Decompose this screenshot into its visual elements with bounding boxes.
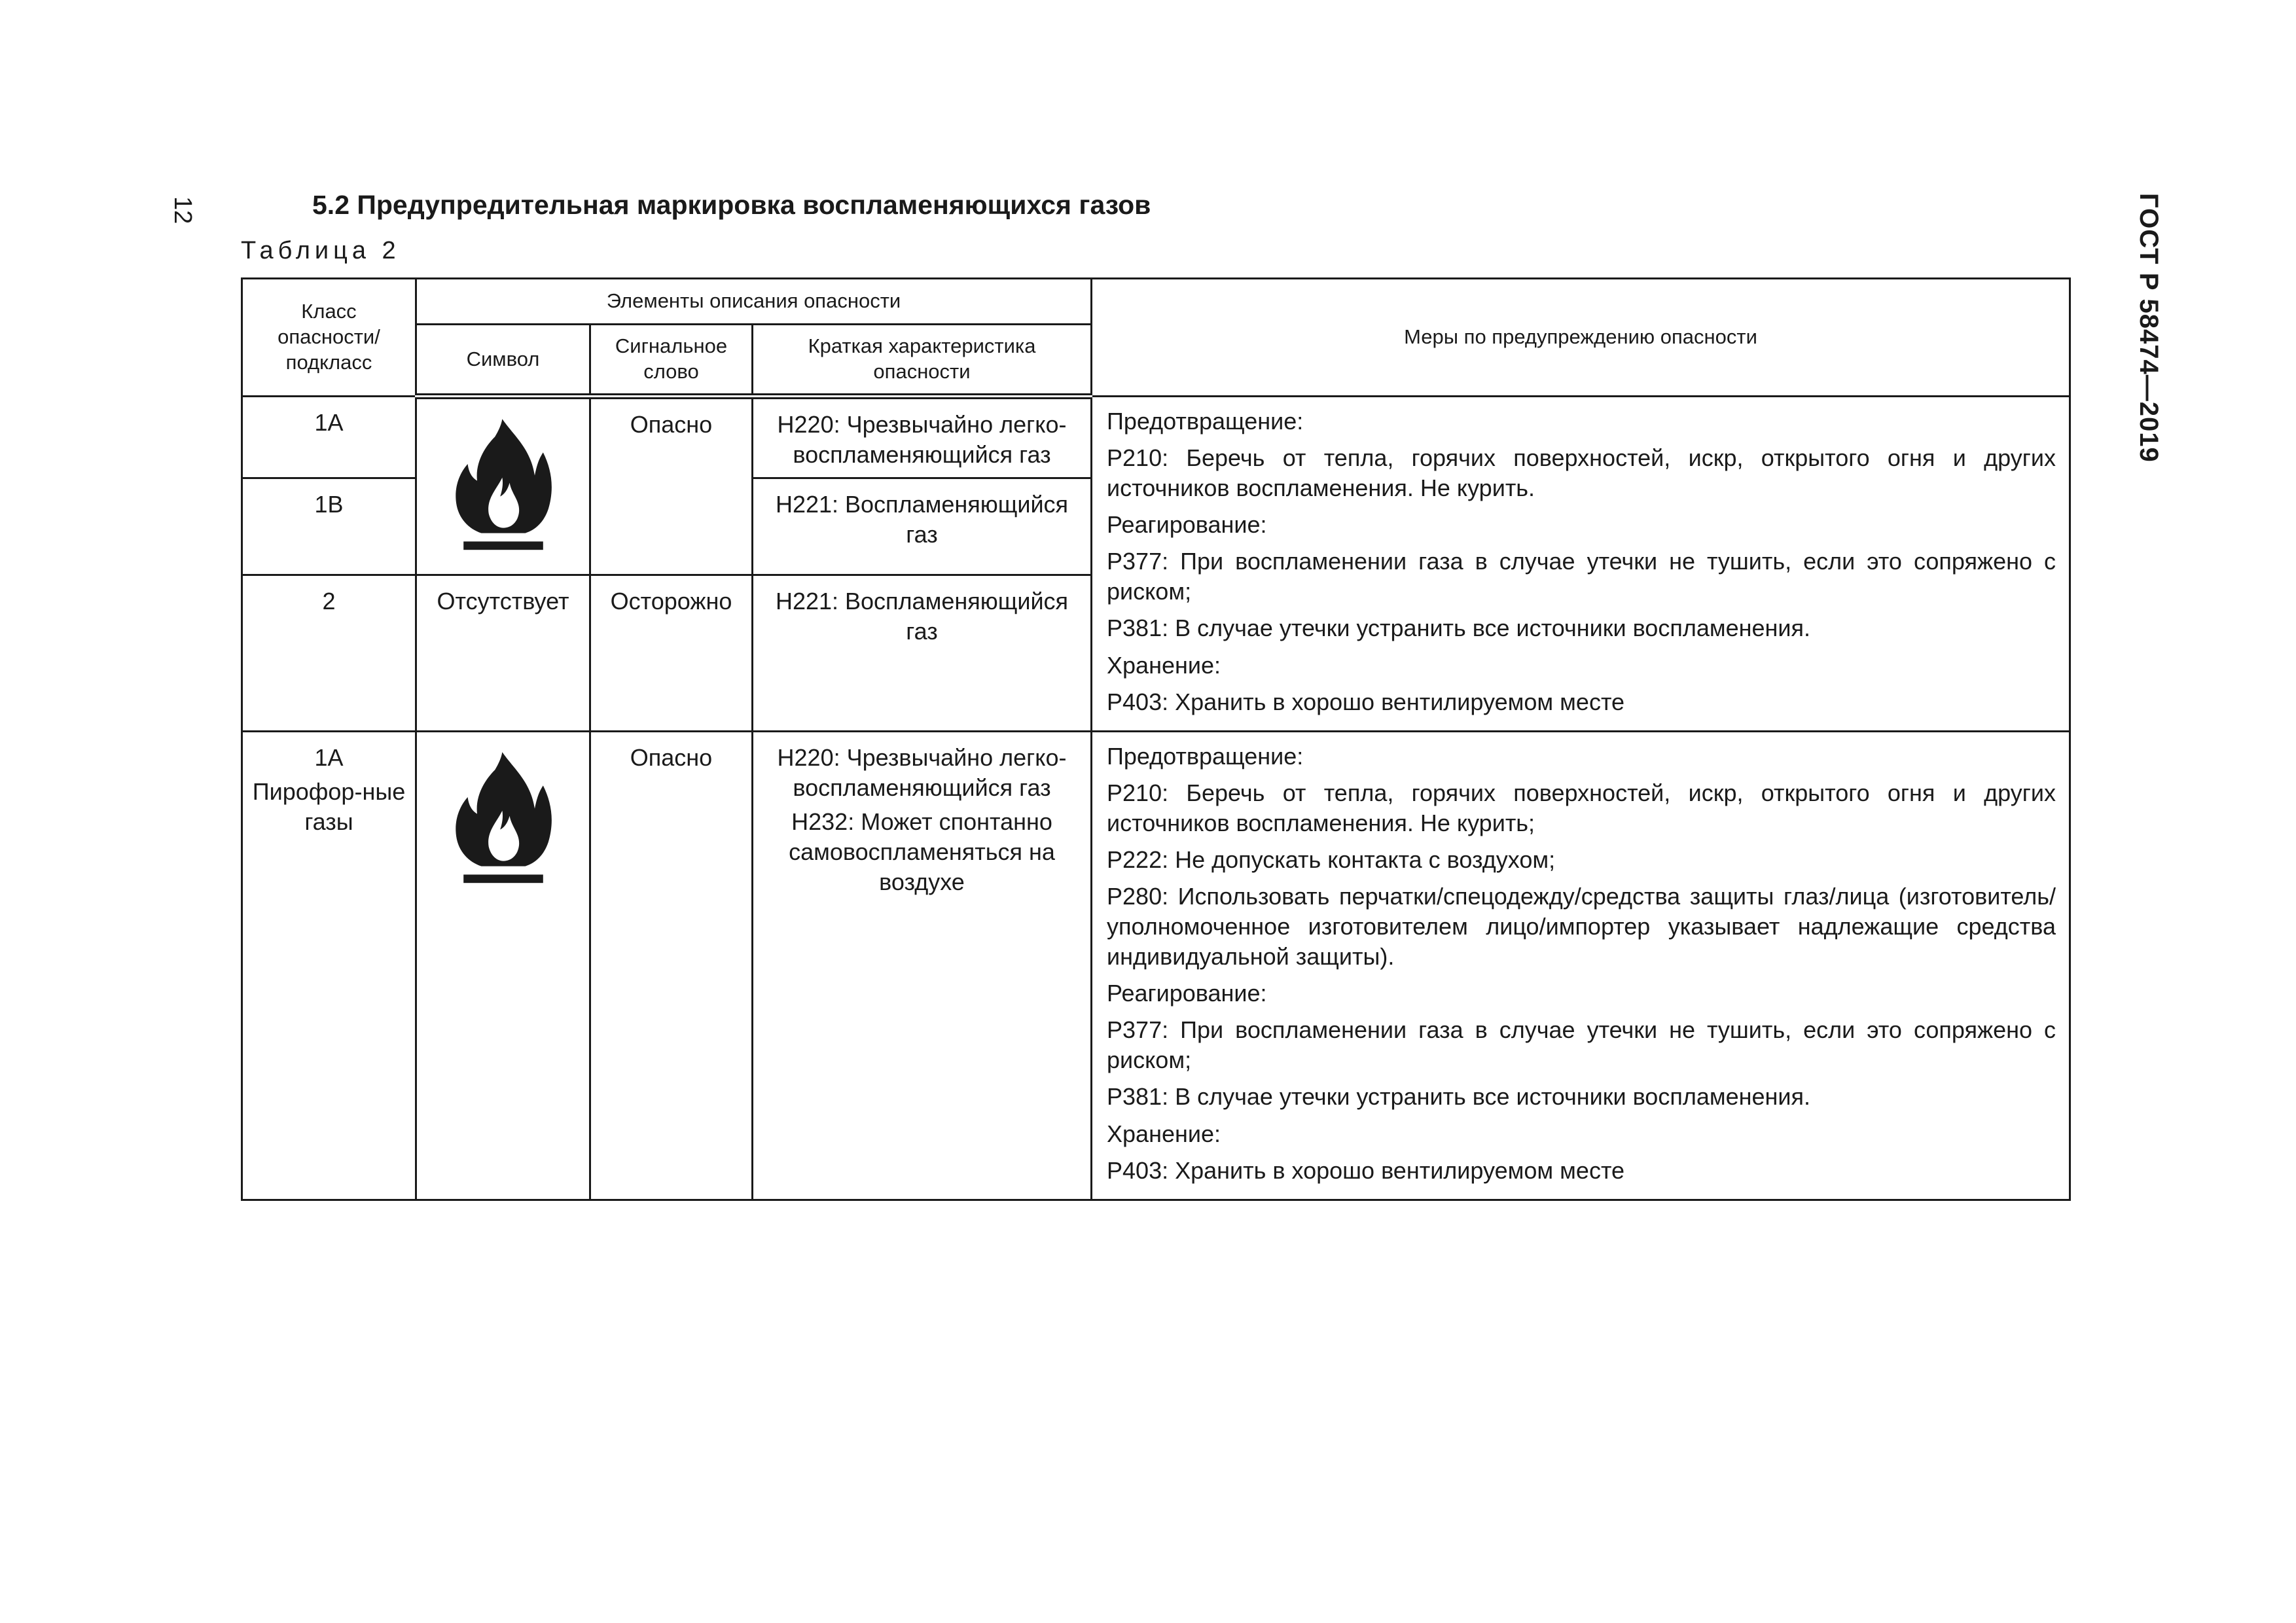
header-measures: Меры по предупреждению опасности	[1092, 279, 2070, 397]
class-note: Пирофор-ные газы	[252, 777, 406, 835]
hazard-table	[241, 277, 2071, 1201]
measure-line: P210: Беречь от тепла, горячих поверхностей, искр, открытого огня и других источников воспламенения. Не курить;	[1107, 779, 2056, 836]
measure-line: P381: В случае утечки устранить все источники воспламенения.	[1107, 615, 1811, 642]
measure-line: Предотвращение:	[1107, 742, 1304, 770]
table-row	[242, 731, 2070, 1200]
table-row	[242, 397, 2070, 478]
measure-line: P403: Хранить в хорошо вентилируемом месте	[1107, 688, 1625, 715]
measure-line: P381: В случае утечки устранить все источники воспламенения.	[1107, 1083, 1811, 1111]
header-symbol: Символ	[416, 325, 590, 397]
signal-word-cell: Опасно	[590, 397, 753, 575]
symbol-cell	[416, 731, 590, 1200]
desc-cell	[753, 731, 1092, 1200]
class-cell: 2	[242, 575, 416, 731]
class-cell: 1B	[242, 478, 416, 575]
section-title: 5.2 Предупредительная маркировка воспламеняющихся газов	[312, 190, 1151, 220]
measure-line: Реагирование:	[1107, 511, 1267, 539]
desc-cell: H221: Воспламеняющийся газ	[753, 575, 1092, 731]
header-hazard-elements: Элементы описания опасности	[416, 279, 1092, 325]
measure-line: P377: При воспламенении газа в случае утечки не тушить, если это сопряжено с риском;	[1107, 1016, 2056, 1074]
page-number: 12	[169, 196, 196, 224]
flame-icon	[451, 416, 556, 554]
header-short-desc: Краткая характеристика опасности	[753, 325, 1092, 397]
desc-line: H232: Может спонтанно самовоспламеняться на воздухе	[789, 808, 1055, 896]
signal-word-cell: Осторожно	[590, 575, 753, 731]
symbol-cell	[416, 397, 590, 575]
symbol-cell: Отсутствует	[416, 575, 590, 731]
measure-line: Предотвращение:	[1107, 408, 1304, 435]
desc-cell: H220: Чрезвычайно легко-воспламеняющийся газ	[753, 397, 1092, 478]
measures-cell	[1092, 731, 2070, 1200]
measures-cell	[1092, 397, 2070, 732]
table-caption: Таблица 2	[241, 237, 401, 264]
class-value: 1A	[314, 743, 344, 771]
measure-line: P222: Не допускать контакта с воздухом;	[1107, 846, 1556, 873]
measure-line: Хранение:	[1107, 1120, 1221, 1147]
measure-line: P210: Беречь от тепла, горячих поверхностей, искр, открытого огня и других источников воспламенения. Не курить.	[1107, 444, 2056, 502]
measure-line: P280: Использовать перчатки/спецодежду/средства защиты глаз/лица (изготовитель/уполномоченное изготовителем лицо/импортер указывает надлежащие средства индивидуальной защиты).	[1107, 883, 2056, 971]
class-cell	[242, 731, 416, 1200]
header-class: Класс опасности/ подкласс	[242, 279, 416, 397]
measure-line: Хранение:	[1107, 651, 1221, 679]
document-code: ГОСТ Р 58474—2019	[2134, 193, 2163, 463]
desc-cell: H221: Воспламеняющийся газ	[753, 478, 1092, 575]
class-cell: 1A	[242, 397, 416, 478]
header-signal-word: Сигнальное слово	[590, 325, 753, 397]
signal-word-cell: Опасно	[590, 731, 753, 1200]
desc-line: H220: Чрезвычайно легко-воспламеняющийся газ	[777, 743, 1067, 801]
measure-line: Реагирование:	[1107, 980, 1267, 1007]
measure-line: P403: Хранить в хорошо вентилируемом месте	[1107, 1156, 1625, 1184]
flame-icon	[451, 749, 556, 887]
measure-line: P377: При воспламенении газа в случае утечки не тушить, если это сопряжено с риском;	[1107, 548, 2056, 605]
